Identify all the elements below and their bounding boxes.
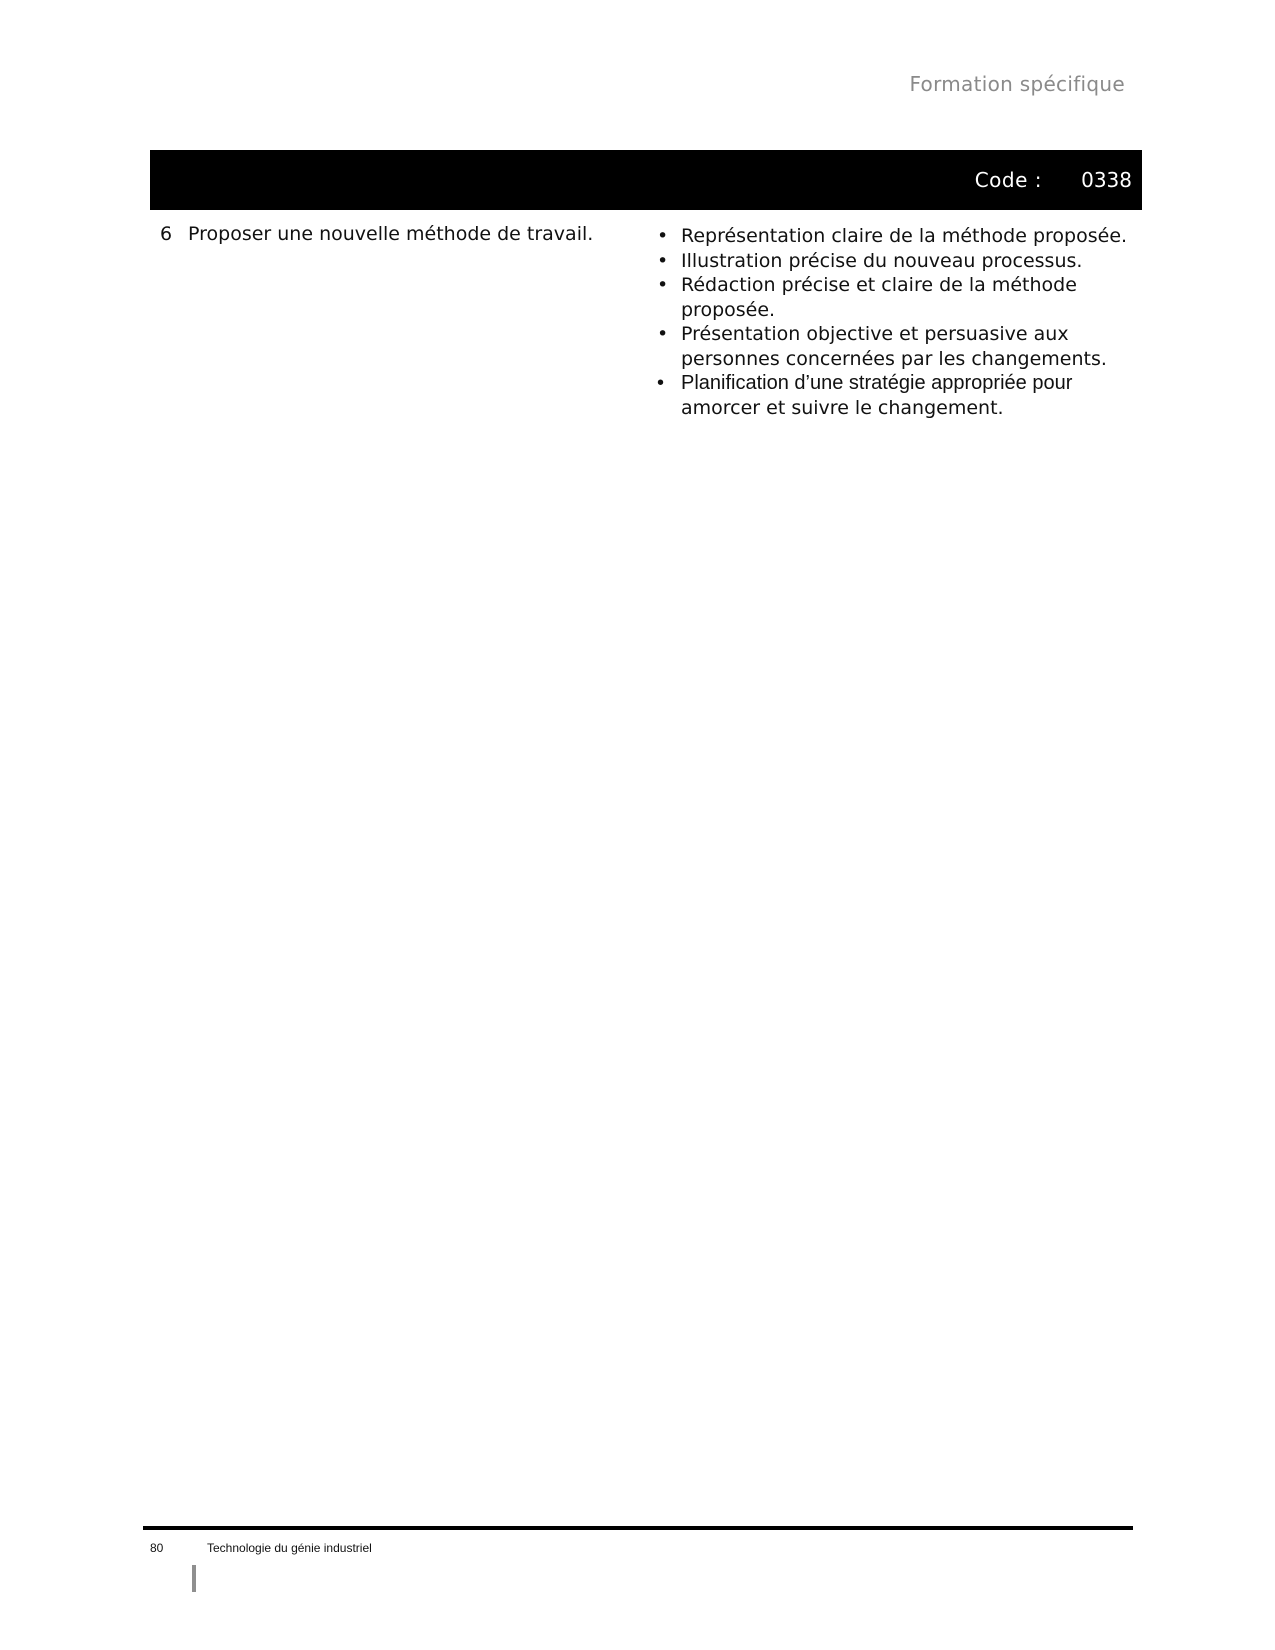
criteria-item-first-line: Planification d’une stratégie appropriée pour xyxy=(681,372,1073,394)
competency-element xyxy=(160,222,630,247)
criteria-item: • Illustration précise du nouveau processus. xyxy=(657,249,1083,272)
page-number: 80 xyxy=(150,1541,164,1555)
criteria-item: • Représentation claire de la méthode proposée. xyxy=(657,225,1128,247)
footer-title: Technologie du génie industriel xyxy=(207,1541,372,1555)
running-header-title: Formation spécifique xyxy=(909,72,1125,96)
code-label: Code : xyxy=(974,168,1042,192)
criteria-item: • Présentation objective et persuasive aux personnes concernées par les changements. xyxy=(657,323,1107,370)
criteria-item xyxy=(648,371,1128,420)
criteria-item-continuation: amorcer et suivre le changement. xyxy=(681,396,1004,419)
element-number: 6 xyxy=(160,223,173,245)
bullet-icon: • xyxy=(657,323,669,345)
performance-criteria-list xyxy=(648,224,1128,420)
bullet-icon: • xyxy=(657,372,665,394)
element-text: Proposer une nouvelle méthode de travail. xyxy=(188,223,594,245)
bullet-icon: • xyxy=(657,225,669,247)
footer-divider xyxy=(143,1526,1133,1530)
code-bar xyxy=(150,150,1142,210)
bullet-icon: • xyxy=(657,249,669,272)
footer-marker xyxy=(192,1565,196,1592)
criteria-item: • Rédaction précise et claire de la méthode proposée. xyxy=(657,274,1077,321)
bullet-icon: • xyxy=(657,274,669,296)
code-value: 0338 xyxy=(1081,168,1132,192)
